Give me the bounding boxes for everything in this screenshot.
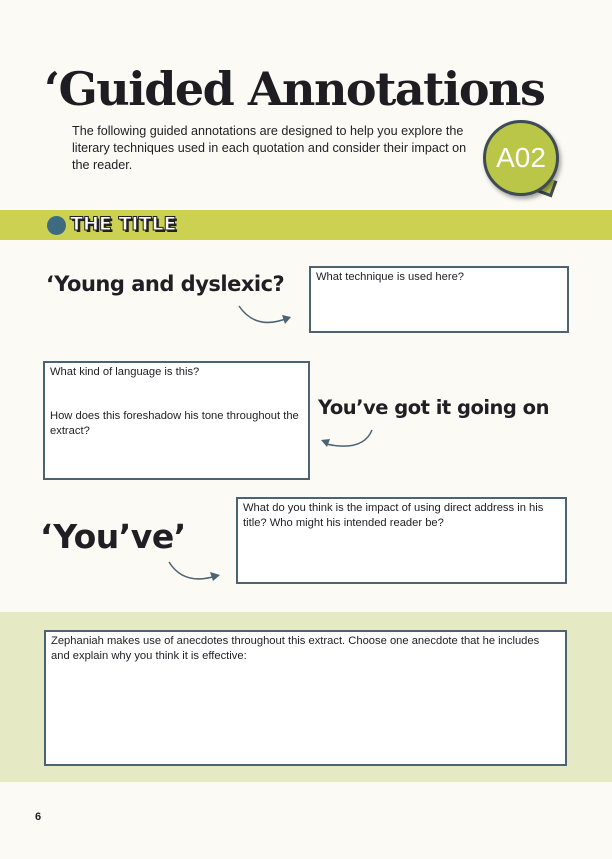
quote-youve-got-it-going-on: You’ve got it going on <box>318 396 549 419</box>
curved-arrow-icon <box>236 303 296 329</box>
bullet-dot-icon <box>47 216 66 235</box>
curved-arrow-icon <box>318 428 376 452</box>
box-prompt-2: How does this foreshadow his tone throughout the extract? <box>50 410 299 437</box>
answer-box-direct-address[interactable] <box>236 497 567 584</box>
quote-young-and-dyslexic: ‘Young and dyslexic? <box>46 272 285 296</box>
section-title: THE TITLE <box>70 213 177 235</box>
quote-youve: ‘You’ve’ <box>40 517 186 556</box>
curved-arrow-icon <box>166 560 226 584</box>
assessment-objective-badge: A02 <box>483 120 559 196</box>
answer-box-technique[interactable] <box>309 266 569 333</box>
intro-text: The following guided annotations are designed to help you explore the literary techniques used in each quotation and consider their impact on the reader. <box>72 124 467 172</box>
box-prompt: What do you think is the impact of using direct address in his title? Who might his intended reader be? <box>243 502 544 529</box>
box-prompt: What kind of language is this? <box>50 366 200 378</box>
box-prompt: Zephaniah makes use of anecdotes throughout this extract. Choose one anecdote that he includes and explain why you think it is effective: <box>51 635 540 662</box>
page-title: ‘Guided Annotations <box>44 62 545 116</box>
page-number: 6 <box>35 811 42 823</box>
answer-box-anecdote[interactable] <box>44 630 567 766</box>
box-prompt: What technique is used here? <box>316 271 465 283</box>
answer-box-language[interactable] <box>43 361 310 480</box>
